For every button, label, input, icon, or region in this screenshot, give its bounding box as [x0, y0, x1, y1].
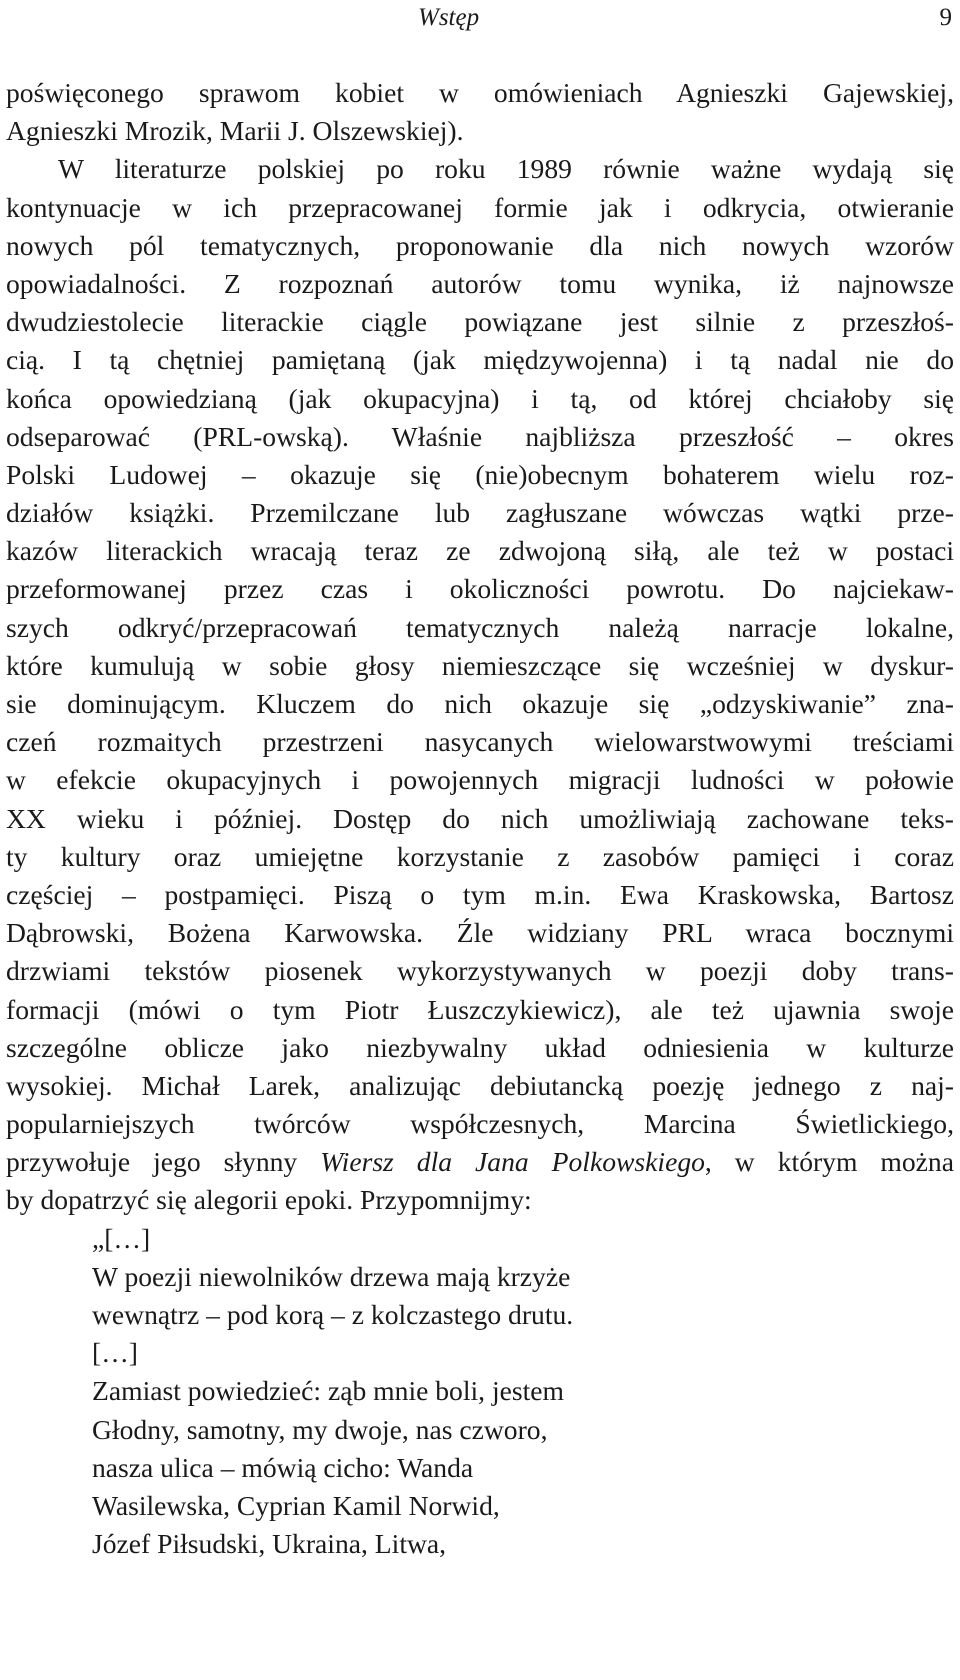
text-line: w efekcie okupacyjnych i powojennych migracji ludności w połowie: [6, 764, 954, 796]
text-line: kazów literackich wracają teraz ze zdwojoną siłą, ale też w postaci: [6, 535, 954, 567]
text-line: przeformowanej przez czas i okoliczności powrotu. Do najciekaw-: [6, 573, 954, 605]
body-text: [6, 74, 954, 1563]
verse-line: Józef Piłsudski, Ukraina, Litwa,: [92, 1528, 447, 1560]
text-line: działów książki. Przemilczane lub zagłuszane wówczas wątki prze-: [6, 497, 954, 529]
text-line: formacji (mówi o tym Piotr Łuszczykiewicz), ale też ujawnia swoje: [6, 993, 954, 1025]
text-line: ty kultury oraz umiejętne korzystanie z zasobów pamięci i coraz: [6, 840, 954, 872]
verse-line: Zamiast powiedzieć: ząb mnie boli, jestem: [92, 1375, 565, 1407]
verse-quotation: [6, 1220, 954, 1564]
verse-line: nasza ulica – mówią cicho: Wanda: [92, 1451, 474, 1483]
text-line: czeń rozmaitych przestrzeni nasycanych wielowarstwowymi treściami: [6, 726, 954, 758]
text-line: drzwiami tekstów piosenek wykorzystywanych w poezji doby trans-: [6, 955, 954, 987]
running-head: [0, 2, 960, 36]
text-line: które kumulują w sobie głosy niemieszczące się wcześniej w dyskur-: [6, 649, 954, 681]
running-title: Wstęp: [418, 4, 480, 31]
text-line: szych odkryć/przepracowań tematycznych należą narracje lokalne,: [6, 611, 954, 643]
text-line: XX wieku i później. Dostęp do nich umożliwiają zachowane teks-: [6, 802, 954, 834]
text-line: nowych pól tematycznych, proponowanie dla nich nowych wzorów: [6, 229, 954, 261]
text-fragment: przywołuje jego słynny: [6, 1146, 321, 1178]
text-line: kontynuacje w ich przepracowanej formie jak i odkrycia, otwieranie: [6, 191, 954, 223]
text-line: Polski Ludowej – okazuje się (nie)obecnym bohaterem wielu roz-: [6, 458, 954, 490]
text-line: by dopatrzyć się alegorii epoki. Przypomnijmy:: [6, 1184, 532, 1216]
text-fragment: , w którym można: [704, 1146, 954, 1178]
verse-line: Wasilewska, Cyprian Kamil Norwid,: [92, 1489, 500, 1521]
text-line: Dąbrowski, Bożena Karwowska. Źle widziany PRL wraca bocznymi: [6, 917, 954, 949]
text-line: szczególne oblicze jako niezbywalny układ odniesienia w kulturze: [6, 1031, 954, 1063]
text-line: poświęconego sprawom kobiet w omówieniach Agnieszki Gajewskiej,: [6, 77, 954, 108]
text-line: sie dominującym. Kluczem do nich okazuje się „odzyskiwanie” zna-: [6, 688, 954, 719]
paragraph-start-line: W literaturze polskiej po roku 1989 równie ważne wydają się: [58, 153, 954, 185]
text-line: końca opowiedzianą (jak okupacyjna) i tą, od której chciałoby się: [6, 382, 954, 414]
text-line: odseparować (PRL-owską). Właśnie najbliższa przeszłość – okres: [6, 420, 954, 452]
text-line: opowiadalności. Z rozpoznań autorów tomu wynika, iż najnowsze: [6, 267, 954, 299]
text-line-with-title: [6, 1143, 954, 1181]
poem-title: Wiersz dla Jana Polkowskiego: [320, 1146, 705, 1178]
text-line: dwudziestolecie literackie ciągle powiązane jest silnie z przeszłoś-: [6, 306, 954, 338]
verse-line: wewnątrz – pod korą – z kolczastego drutu.: [92, 1299, 574, 1330]
verse-line: Głodny, samotny, my dwoje, nas czworo,: [92, 1413, 548, 1445]
text-line: cią. I tą chętniej pamiętaną (jak międzywojenna) i tą nadal nie do: [6, 344, 954, 376]
verse-line: W poezji niewolników drzewa mają krzyże: [92, 1260, 571, 1292]
text-line: Agnieszki Mrozik, Marii J. Olszewskiej).: [6, 115, 464, 147]
text-line: popularniejszych twórców współczesnych, Marcina Świetlickiego,: [6, 1108, 954, 1140]
verse-line: „[…]: [92, 1222, 151, 1254]
text-line: częściej – postpamięci. Piszą o tym m.in. Ewa Kraskowska, Bartosz: [6, 878, 954, 910]
verse-line: […]: [92, 1337, 138, 1369]
page-number: 9: [939, 4, 952, 31]
text-line: wysokiej. Michał Larek, analizując debiutancką poezję jednego z naj-: [6, 1069, 954, 1101]
